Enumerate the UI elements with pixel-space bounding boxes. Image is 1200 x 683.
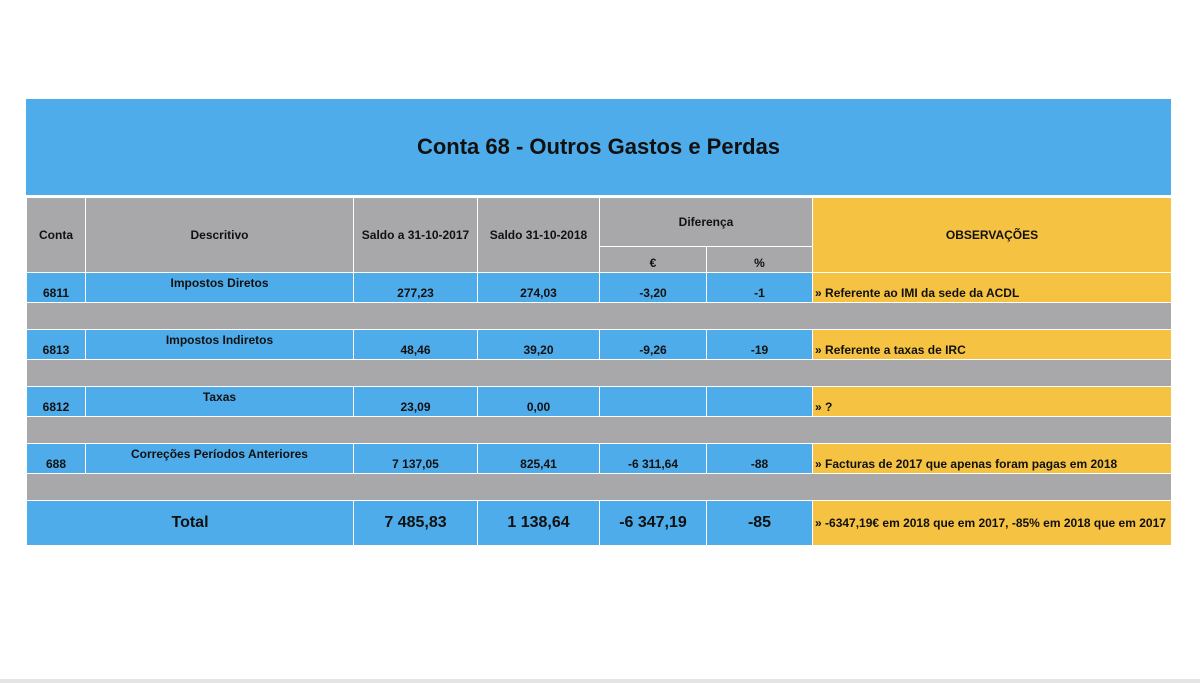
table-row-6813 — [27, 330, 1172, 360]
cell-observacao: » Facturas de 2017 que apenas foram pagas em 2018 — [813, 444, 1172, 474]
spacer-cell — [27, 360, 1172, 387]
spacer-row — [27, 417, 1172, 444]
cell-observacao: » Referente ao IMI da sede da ACDL — [813, 273, 1172, 303]
spacer-row — [27, 303, 1172, 330]
total-row — [27, 501, 1172, 546]
cell-dif-pct: -1 — [707, 273, 813, 303]
total-label: Total — [27, 501, 354, 546]
total-dif-pct: -85 — [707, 501, 813, 546]
cell-saldo-2018: 274,03 — [478, 273, 600, 303]
cell-saldo-2018: 39,20 — [478, 330, 600, 360]
cell-dif-euro: -9,26 — [600, 330, 707, 360]
cell-conta: 6812 — [27, 387, 86, 417]
table-title: Conta 68 - Outros Gastos e Perdas — [26, 99, 1171, 197]
header-saldo-2018: Saldo 31-10-2018 — [478, 198, 600, 273]
header-descritivo: Descritivo — [86, 198, 354, 273]
cell-descritivo: Impostos Diretos — [86, 273, 354, 303]
cell-saldo-2018: 825,41 — [478, 444, 600, 474]
cell-dif-euro: -6 311,64 — [600, 444, 707, 474]
cell-descritivo: Correções Períodos Anteriores — [86, 444, 354, 474]
cell-dif-pct: -19 — [707, 330, 813, 360]
spacer-row — [27, 474, 1172, 501]
cell-dif-euro: -3,20 — [600, 273, 707, 303]
header-diferenca-percent: % — [707, 247, 813, 273]
cell-descritivo: Taxas — [86, 387, 354, 417]
cell-dif-pct: -88 — [707, 444, 813, 474]
cell-saldo-2017: 48,46 — [354, 330, 478, 360]
table-row-688 — [27, 444, 1172, 474]
bottom-divider — [0, 679, 1200, 683]
total-dif-euro: -6 347,19 — [600, 501, 707, 546]
cell-conta: 688 — [27, 444, 86, 474]
spacer-cell — [27, 474, 1172, 501]
cell-saldo-2017: 7 137,05 — [354, 444, 478, 474]
header-diferenca-euro: € — [600, 247, 707, 273]
table-row-6812 — [27, 387, 1172, 417]
header-saldo-2017: Saldo a 31-10-2017 — [354, 198, 478, 273]
header-conta: Conta — [27, 198, 86, 273]
header-observacoes: OBSERVAÇÕES — [813, 198, 1172, 273]
accounts-table — [26, 197, 1172, 546]
total-observacao: » -6347,19€ em 2018 que em 2017, -85% em 2018 que em 2017 — [813, 501, 1172, 546]
cell-observacao: » ? — [813, 387, 1172, 417]
total-saldo-2017: 7 485,83 — [354, 501, 478, 546]
cell-observacao: » Referente a taxas de IRC — [813, 330, 1172, 360]
spacer-row — [27, 360, 1172, 387]
cell-conta: 6813 — [27, 330, 86, 360]
table-sheet — [26, 99, 1171, 546]
cell-saldo-2017: 23,09 — [354, 387, 478, 417]
table-row-6811 — [27, 273, 1172, 303]
spacer-cell — [27, 303, 1172, 330]
cell-saldo-2017: 277,23 — [354, 273, 478, 303]
cell-dif-euro — [600, 387, 707, 417]
cell-saldo-2018: 0,00 — [478, 387, 600, 417]
total-saldo-2018: 1 138,64 — [478, 501, 600, 546]
spacer-cell — [27, 417, 1172, 444]
cell-conta: 6811 — [27, 273, 86, 303]
cell-descritivo: Impostos Indiretos — [86, 330, 354, 360]
cell-dif-pct — [707, 387, 813, 417]
header-diferenca: Diferença — [600, 198, 813, 247]
